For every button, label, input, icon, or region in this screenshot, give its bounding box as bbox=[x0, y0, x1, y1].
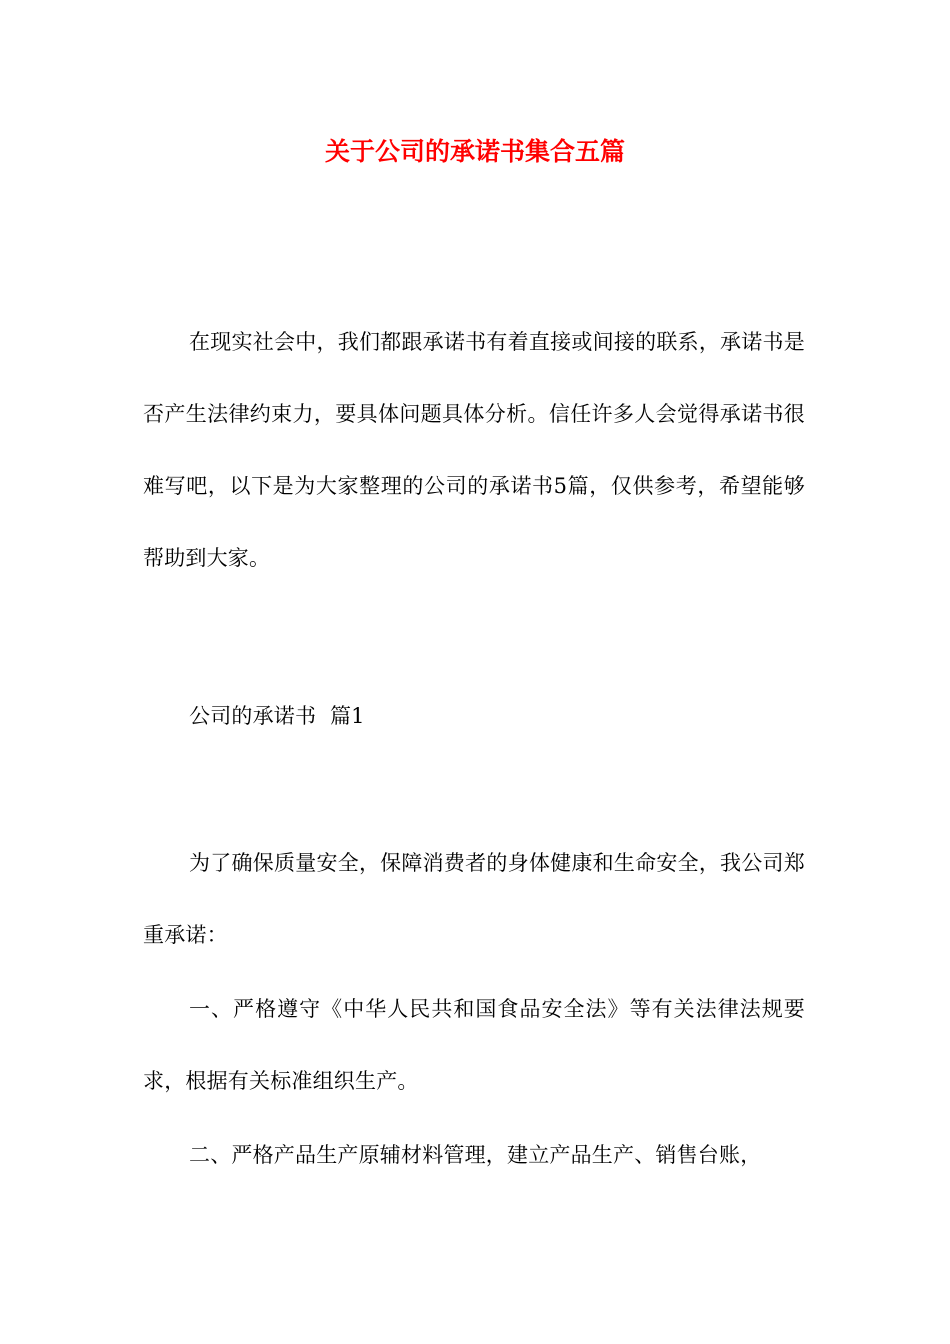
body-paragraph-1: 为了确保质量安全，保障消费者的身体健康和生命安全，我公司郑重承诺： bbox=[143, 851, 805, 947]
body-paragraph-2: 一、严格遵守《中华人民共和国食品安全法》等有关法律法规要求，根据有关标准组织生产。 bbox=[143, 997, 805, 1093]
section-heading: 公司的承诺书 篇1 bbox=[189, 704, 365, 728]
body-paragraph-3: 二、严格产品生产原辅材料管理，建立产品生产、销售台账， bbox=[189, 1143, 762, 1167]
intro-paragraph: 在现实社会中，我们都跟承诺书有着直接或间接的联系，承诺书是否产生法律约束力，要具体问题具体分析。信任许多人会觉得承诺书很难写吧，以下是为大家整理的公司的承诺书5篇，仅供参考，希望能够帮助到大家。 bbox=[143, 330, 805, 570]
document-title: 关于公司的承诺书集合五篇 bbox=[324, 137, 625, 166]
